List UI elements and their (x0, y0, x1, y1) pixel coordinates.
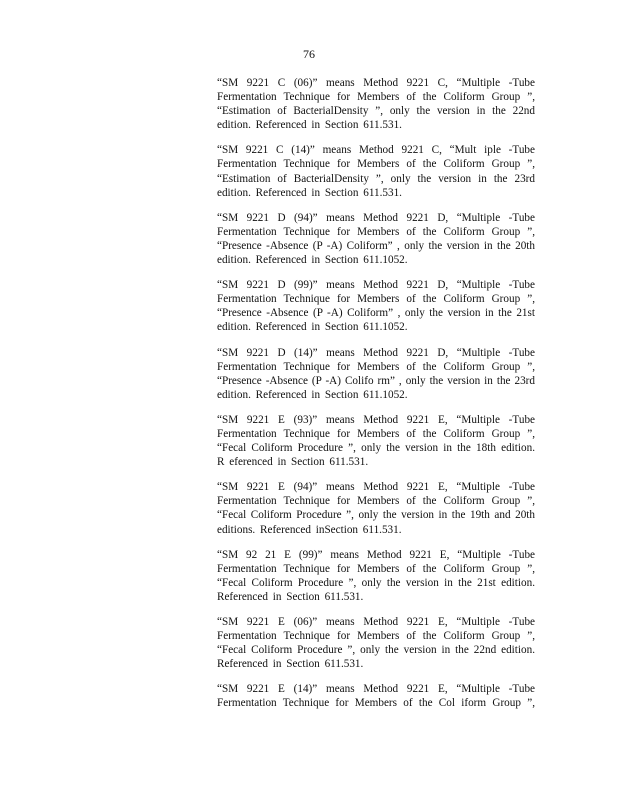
entry-line: Fermentation Technique for Members of the Coliform Group ”, (217, 427, 535, 440)
entry-line: “SM 9221 C (14)” means Method 9221 C, “Mult iple -Tube (217, 144, 535, 157)
entry-line: Fermentation Technique for Members of the Coliform Group ”, (217, 360, 535, 373)
definition-entry-sm-9221-e-99 (217, 548, 535, 604)
entry-line: Fermentation Technique for Members of the Coliform Group ”, (217, 562, 535, 575)
page-number: 76 (303, 47, 315, 61)
entry-line: edition. Referenced in Section 611.1052. (217, 321, 408, 334)
definition-entry-sm-9221-d-99 (217, 278, 535, 334)
definition-entry-sm-9221-c-06 (217, 76, 535, 132)
definition-entry-sm-9221-d-94 (217, 211, 535, 267)
entry-line: “Fecal Coliform Procedure ”, only the version in the 21st edition. (217, 576, 535, 589)
entry-line: “SM 92 21 E (99)” means Method 9221 E, “Multiple -Tube (217, 548, 535, 561)
entry-line: Referenced in Section 611.531. (217, 658, 364, 671)
definition-entry-sm-9221-c-14 (217, 143, 535, 199)
entry-line: Fermentation Technique for Members of the Coliform Group ”, (217, 225, 535, 238)
entry-line: “SM 9221 E (94)” means Method 9221 E, “Multiple -Tube (217, 481, 535, 494)
entry-line: edition. Referenced in Section 611.531. (217, 119, 402, 132)
definition-entry-sm-9221-e-94 (217, 480, 535, 536)
definition-entry-sm-9221-e-06 (217, 615, 535, 671)
entry-line: “SM 9221 E (14)” means Method 9221 E, “Multiple -Tube (217, 683, 535, 696)
entry-line: “Fecal Coliform Procedure ”, only the version in the 22nd edition. (217, 644, 535, 657)
entry-line: “Fecal Coliform Procedure ”, only the version in the 18th edition. (217, 442, 535, 455)
entry-line: “SM 9221 D (14)” means Method 9221 D, “Multiple -Tube (217, 346, 535, 359)
entry-line: Fermentation Technique for Members of the Coliform Group ”, (217, 495, 535, 508)
definition-entry-sm-9221-e-14 (217, 682, 535, 710)
entry-line: editions. Referenced inSection 611.531. (217, 523, 402, 536)
entry-line: Fermentation Technique for Members of the Coliform Group ”, (217, 630, 535, 643)
entry-line: edition. Referenced in Section 611.1052. (217, 388, 408, 401)
entry-line: “Presence -Absence (P -A) Colifo rm” , only the version in the 23rd (217, 374, 535, 387)
entry-line: R eferenced in Section 611.531. (217, 456, 369, 469)
entry-line: Fermentation Technique for Members of the Col iform Group ”, (217, 697, 535, 710)
entry-line: edition. Referenced in Section 611.1052. (217, 254, 408, 267)
entry-line: “SM 9221 E (93)” means Method 9221 E, “Multiple -Tube (217, 413, 535, 426)
entry-line: “Presence -Absence (P -A) Coliform” , only the version in the 20th (217, 239, 535, 252)
entry-line: “SM 9221 D (94)” means Method 9221 D, “Multiple -Tube (217, 211, 535, 224)
definition-entry-sm-9221-d-14 (217, 346, 535, 402)
entry-line: “SM 9221 E (06)” means Method 9221 E, “Multiple -Tube (217, 616, 535, 628)
definitions-list (217, 76, 535, 722)
entry-line: “Estimation of BacterialDensity ”, only the version in the 22nd (217, 105, 535, 118)
definition-entry-sm-9221-e-93 (217, 413, 535, 469)
entry-line: Fermentation Technique for Members of the Coliform Group ”, (217, 91, 535, 104)
entry-line: Fermentation Technique for Members of the Coliform Group ”, (217, 158, 535, 171)
entry-line: Fermentation Technique for Members of the Coliform Group ”, (217, 293, 535, 306)
entry-line: “Estimation of BacterialDensity ”, only the version in the 23rd (217, 172, 535, 185)
entry-line: “Fecal Coliform Procedure ”, only the version in the 19th and 20th (217, 509, 535, 522)
entry-line: “SM 9221 C (06)” means Method 9221 C, “Multiple -Tube (217, 77, 535, 89)
entry-line: Referenced in Section 611.531. (217, 590, 364, 603)
entry-line: “SM 9221 D (99)” means Method 9221 D, “Multiple -Tube (217, 279, 535, 292)
entry-line: edition. Referenced in Section 611.531. (217, 186, 402, 199)
entry-line: “Presence -Absence (P -A) Coliform” , only the version in the 21st (217, 307, 535, 320)
